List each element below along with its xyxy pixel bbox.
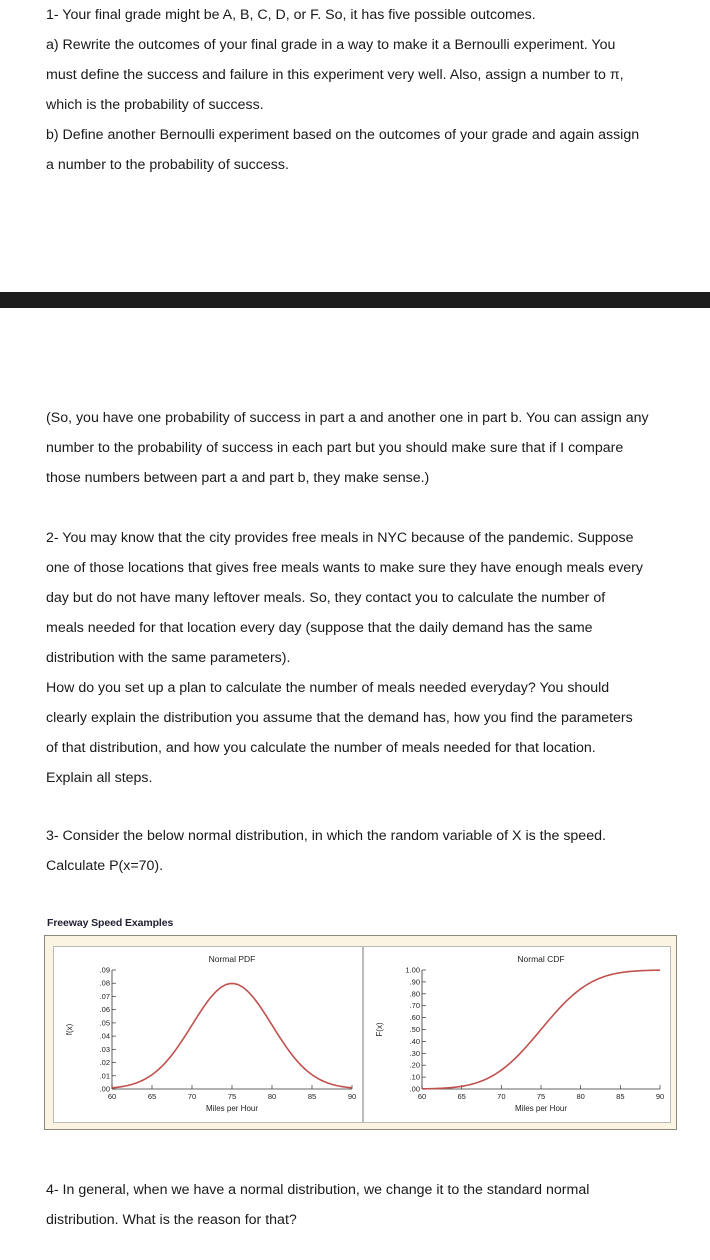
y-axis-title: F(x) — [375, 1022, 384, 1037]
x-tick-label: 90 — [655, 1092, 665, 1101]
q2-line-9: Explain all steps. — [46, 770, 153, 786]
y-axis-title: f(x) — [65, 1023, 74, 1036]
pdf-chart-panel — [53, 946, 363, 1123]
normal-cdf-chart — [364, 947, 670, 1122]
y-tick-label: .60 — [409, 1013, 420, 1023]
y-tick-label: .04 — [99, 1031, 110, 1041]
q1-line-3: must define the success and failure in this experiment very well. Also, assign a number to π, — [46, 67, 624, 83]
q1-line-4: which is the probability of success. — [46, 97, 264, 113]
q2-line-2: one of those locations that gives free meals wants to make sure they have enough meals every — [46, 560, 643, 576]
x-tick-label: 85 — [307, 1092, 317, 1101]
q2-line-5: distribution with the same parameters). — [46, 650, 291, 666]
q1-line-6: a number to the probability of success. — [46, 157, 289, 173]
q2-line-6: How do you set up a plan to calculate the number of meals needed everyday? You should — [46, 680, 610, 696]
y-tick-label: .70 — [409, 1001, 420, 1011]
x-tick-label: 85 — [616, 1092, 625, 1101]
black-divider-bar — [0, 292, 710, 308]
chart-title: Normal PDF — [208, 954, 256, 964]
q3-line-1: 3- Consider the below normal distribution, in which the random variable of X is the speed. — [46, 828, 606, 844]
pdf-curve — [112, 984, 352, 1088]
y-tick-label: .07 — [99, 991, 110, 1001]
y-tick-label: .02 — [99, 1058, 110, 1068]
x-tick-label: 65 — [147, 1092, 157, 1101]
y-tick-label: .03 — [99, 1044, 110, 1054]
y-tick-label: .30 — [409, 1048, 420, 1058]
note-line-2: number to the probability of success in each part but you should make sure that if I compare — [46, 440, 624, 456]
x-tick-label: 80 — [576, 1092, 585, 1101]
chart-title: Normal CDF — [517, 954, 565, 964]
x-tick-label: 70 — [497, 1092, 506, 1101]
x-tick-label: 75 — [536, 1092, 546, 1101]
y-tick-label: .50 — [409, 1025, 420, 1034]
question-4 — [46, 1175, 682, 1235]
q1-line-1: 1- Your final grade might be A, B, C, D, or F. So, it has five possible outcomes. — [46, 7, 536, 23]
q4-line-2: distribution. What is the reason for that? — [46, 1212, 297, 1228]
q1-line-5: b) Define another Bernoulli experiment based on the outcomes of your grade and again assign — [46, 127, 640, 143]
x-tick-label: 65 — [457, 1092, 466, 1101]
y-tick-label: .00 — [409, 1084, 420, 1094]
y-tick-label: .09 — [99, 965, 110, 975]
q2-line-7: clearly explain the distribution you assume that the demand has, how you find the parameters — [46, 710, 633, 726]
x-tick-label: 75 — [227, 1092, 237, 1101]
note-paragraph — [46, 403, 682, 493]
question-3 — [46, 821, 682, 881]
figure-title: Freeway Speed Examples — [47, 917, 174, 929]
y-tick-label: .00 — [99, 1084, 110, 1094]
q1-line-2: a) Rewrite the outcomes of your final grade in a way to make it a Bernoulli experiment. You — [46, 37, 616, 53]
y-tick-label: .20 — [409, 1060, 420, 1070]
y-tick-label: .90 — [409, 977, 420, 987]
y-tick-label: .08 — [99, 978, 110, 988]
y-tick-label: .10 — [409, 1072, 420, 1082]
q2-line-3: day but do not have many leftover meals. So, they contact you to calculate the number of — [46, 590, 606, 606]
y-tick-label: .05 — [99, 1018, 110, 1028]
x-tick-label: 70 — [187, 1092, 197, 1101]
x-tick-label: 90 — [347, 1092, 357, 1101]
cdf-curve — [422, 970, 660, 1089]
q3-line-2: Calculate P(x=70). — [46, 858, 164, 874]
x-tick-label: 60 — [107, 1092, 117, 1101]
question-1 — [46, 0, 682, 180]
question-2 — [46, 523, 682, 793]
freeway-speed-figure — [44, 935, 677, 1130]
y-tick-label: 1.00 — [405, 965, 420, 975]
cdf-chart-panel — [363, 946, 671, 1123]
y-tick-label: .01 — [99, 1071, 110, 1081]
q2-line-8: of that distribution, and how you calculate the number of meals needed for that location. — [46, 740, 596, 756]
x-tick-label: 80 — [267, 1092, 277, 1101]
y-tick-label: .06 — [99, 1005, 110, 1015]
y-tick-label: .80 — [409, 989, 420, 999]
note-line-3: those numbers between part a and part b, they make sense.) — [46, 470, 430, 486]
q4-line-1: 4- In general, when we have a normal distribution, we change it to the standard normal — [46, 1182, 590, 1198]
q2-line-4: meals needed for that location every day (suppose that the daily demand has the same — [46, 620, 593, 636]
x-axis-title: Miles per Hour — [205, 1104, 259, 1113]
normal-pdf-chart — [54, 947, 362, 1122]
q2-line-1: 2- You may know that the city provides free meals in NYC because of the pandemic. Suppose — [46, 530, 634, 546]
y-tick-label: .40 — [409, 1036, 420, 1046]
note-line-1: (So, you have one probability of success in part a and another one in part b. You can assign any — [46, 410, 649, 426]
x-axis-title: Miles per Hour — [514, 1104, 568, 1113]
x-tick-label: 60 — [417, 1092, 427, 1101]
